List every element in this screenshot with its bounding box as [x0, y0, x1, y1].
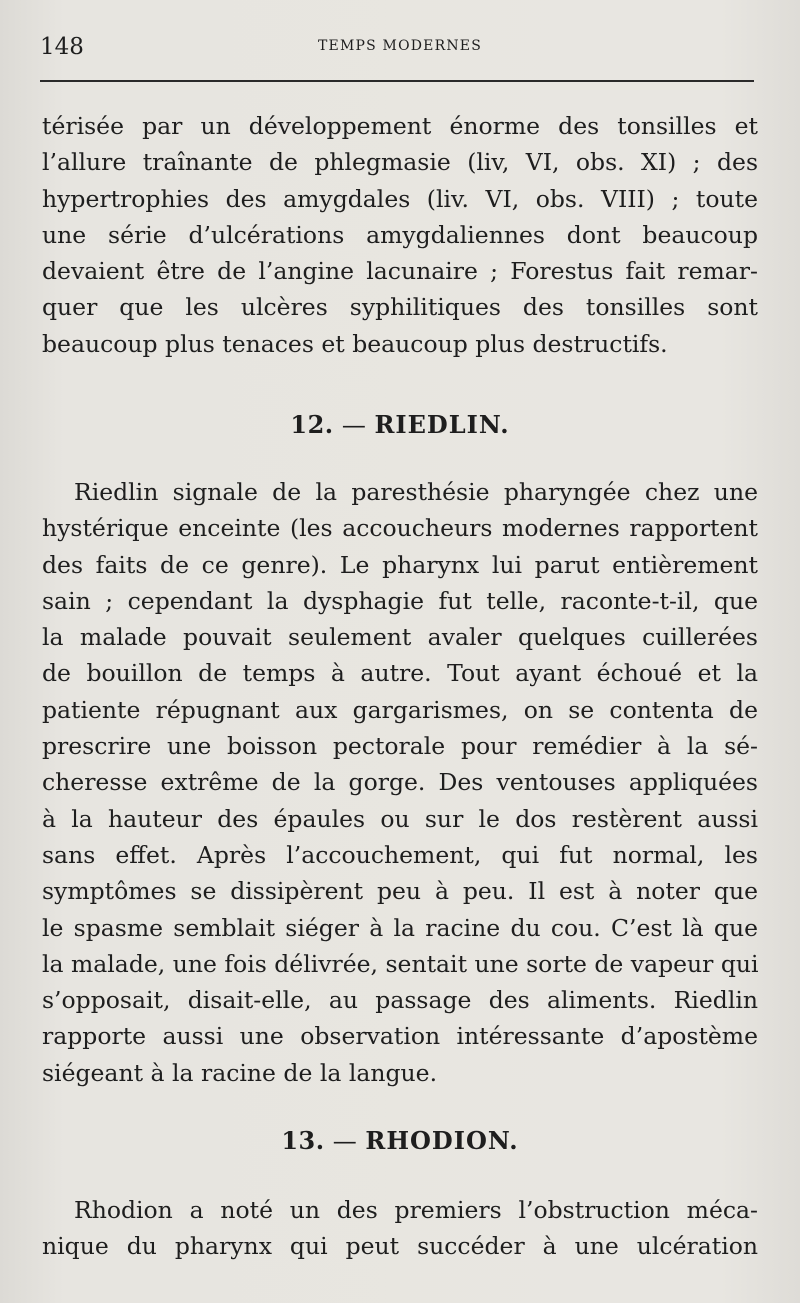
section-name: RIEDLIN. — [374, 410, 510, 439]
heading-dash: — — [341, 411, 367, 439]
page-number: 148 — [40, 34, 84, 60]
text-line: siégeant à la racine de la langue. — [42, 1058, 438, 1087]
text-line: s’opposait, disait-elle, au passage des aliments. Riedlin — [42, 986, 758, 1015]
text-line: la malade, une fois délivrée, sentait une sorte de vapeur qui — [42, 949, 759, 978]
text-line: Riedlin signale de la paresthésie pharyngée chez une — [74, 478, 758, 506]
text-line: des faits de ce genre). Le pharynx lui parut entièrement — [42, 550, 758, 579]
text-line: devaient être de l’angine lacunaire ; Forestus fait remar- — [42, 257, 758, 286]
text-line: prescrire une boisson pectorale pour remédier à la sé- — [42, 732, 758, 761]
text-line: à la hauteur des épaules ou sur le dos restèrent aussi — [42, 804, 758, 833]
text-line: térisée par un développement énorme des tonsilles et — [42, 112, 758, 140]
rhodion-paragraph — [42, 1192, 758, 1265]
text-line: la malade pouvait seulement avaler quelques cuillerées — [42, 623, 758, 652]
section-name: RHODION. — [365, 1126, 519, 1155]
section-heading-riedlin — [0, 410, 800, 439]
text-line: une série d’ulcérations amygdaliennes dont beaucoup — [42, 220, 758, 249]
continuation-paragraph — [42, 108, 758, 362]
text-line: le spasme semblait siéger à la racine du cou. C’est là que — [42, 913, 758, 942]
text-line: rapporte aussi une observation intéressante d’apostème — [42, 1022, 758, 1051]
text-line: beaucoup plus tenaces et beaucoup plus destructifs. — [42, 329, 668, 358]
text-line: sans effet. Après l’accouchement, qui fut normal, les — [42, 840, 758, 869]
section-number: 12. — [290, 410, 334, 439]
text-line: symptômes se dissipèrent peu à peu. Il est à noter que — [42, 877, 758, 906]
running-head — [40, 30, 760, 66]
text-line: cheresse extrême de la gorge. Des ventouses appliquées — [42, 768, 758, 797]
text-line: quer que les ulcères syphilitiques des tonsilles sont — [42, 293, 758, 322]
riedlin-paragraph — [42, 474, 758, 1091]
section-number: 13. — [281, 1126, 325, 1155]
text-line: nique du pharynx qui peut succéder à une ulcération — [42, 1232, 758, 1261]
text-line: de bouillon de temps à autre. Tout ayant échoué et la — [42, 659, 758, 688]
heading-dash: — — [332, 1127, 358, 1155]
text-line: hystérique enceinte (les accoucheurs modernes rapportent — [42, 514, 758, 543]
text-line: hypertrophies des amygdales (liv. VI, obs. VIII) ; toute — [42, 184, 758, 213]
text-line: Rhodion a noté un des premiers l’obstruction méca- — [74, 1196, 758, 1224]
header-rule — [40, 80, 754, 82]
section-heading-rhodion — [0, 1126, 800, 1155]
text-line: sain ; cependant la dysphagie fut telle, raconte-t-il, que — [42, 586, 758, 615]
running-title: TEMPS MODERNES — [317, 38, 482, 54]
text-line: l’allure traînante de phlegmasie (liv, VI, obs. XI) ; des — [42, 148, 758, 177]
text-line: patiente répugnant aux gargarismes, on se contenta de — [42, 695, 758, 724]
